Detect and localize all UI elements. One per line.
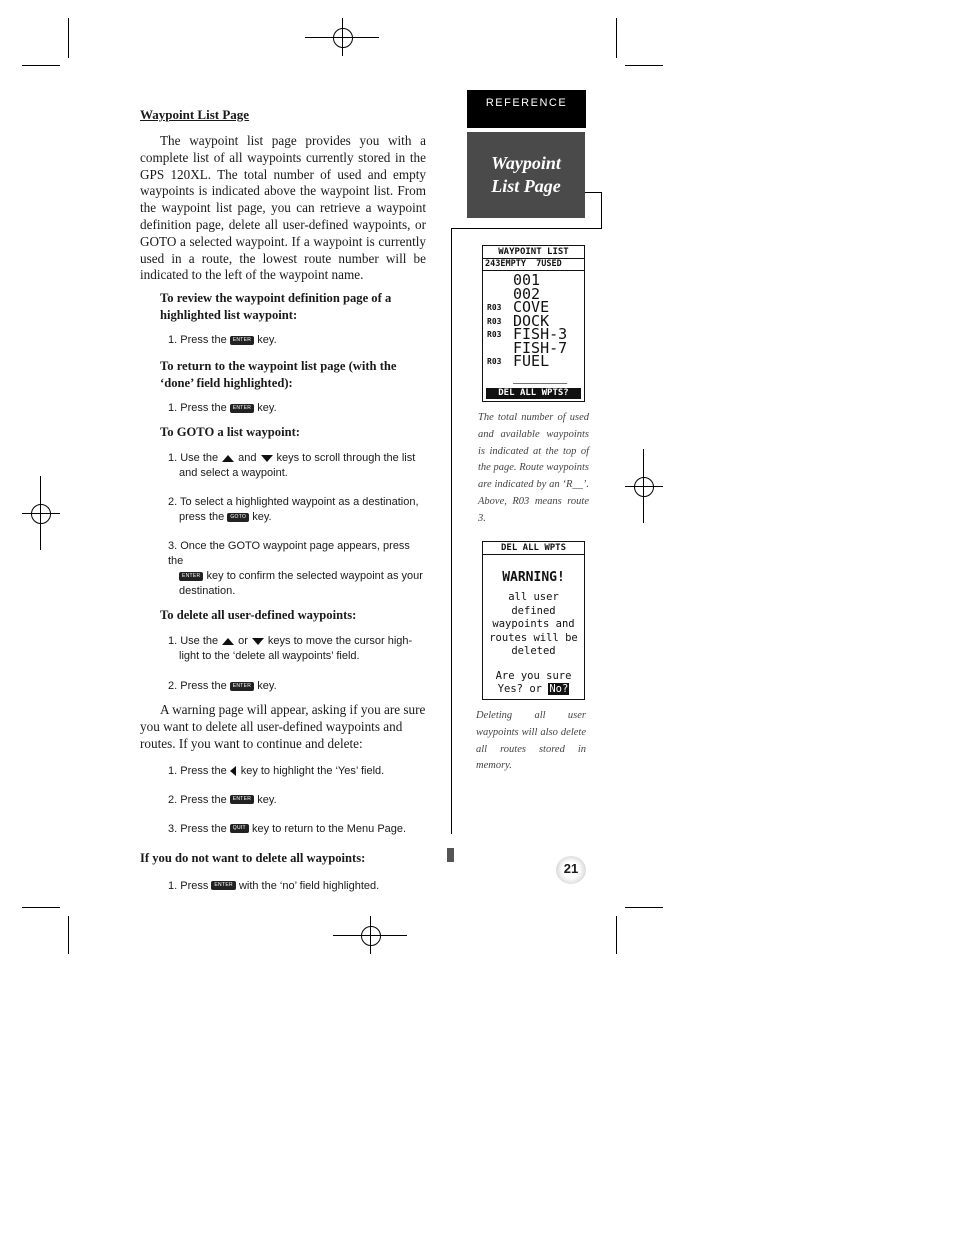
waypoint-name: DOCK — [513, 311, 550, 330]
no-option: No? — [549, 683, 569, 695]
screen-title: DEL ALL WPTS — [483, 542, 584, 555]
waypoint-counts: 243EMPTY 7USED — [483, 259, 584, 271]
crop-mark — [625, 907, 663, 908]
yes-option: Yes? or — [497, 683, 542, 695]
waypoint-row — [483, 365, 584, 384]
section-heading: Waypoint List Page — [140, 107, 250, 122]
warning-message-line: deleted — [511, 645, 556, 657]
step-text: press the — [179, 511, 225, 524]
delete-step-2 — [168, 679, 426, 694]
step-text: 1. Press — [168, 879, 209, 892]
enter-key-icon: ENTER — [211, 881, 235, 890]
up-arrow-key-icon — [222, 638, 234, 645]
step-text: key. — [257, 402, 277, 415]
warning-message-line: routes will be — [489, 631, 578, 644]
caption-2: Deleting all user waypoints will also delete all routes stored in memory. — [476, 710, 586, 772]
crop-mark — [616, 18, 617, 58]
registration-mark-icon — [333, 28, 353, 48]
crop-mark — [625, 65, 663, 66]
waypoint-rows — [483, 271, 584, 384]
step-text: 1. Press the — [168, 764, 227, 777]
continue-step-2 — [168, 793, 426, 808]
waypoint-list-screen — [482, 245, 585, 402]
registration-mark-icon — [361, 926, 381, 946]
registration-line — [625, 486, 663, 487]
margin-marker — [447, 848, 454, 862]
divider — [601, 192, 602, 229]
warning-message — [483, 591, 584, 659]
step-text: light to the ‘delete all waypoints’ field. — [179, 650, 360, 663]
warning-text: WARNING! — [502, 570, 565, 585]
intro-paragraph: The waypoint list page provides you with a complete list of all waypoints currently stored in the GPS 120XL. The total number of used and empty waypoints is indicated above the waypoint list. From the waypoint list page, you can retrieve a waypoint definition page, delete all user-defined waypoints, or GOTO a selected waypoint. If a waypoint is currently used in a route, the lowest route number will be indicated to the left of the waypoint name. — [140, 133, 426, 283]
waypoint-name: COVE — [513, 298, 550, 316]
confirm-options — [483, 683, 584, 697]
down-arrow-key-icon — [261, 455, 273, 462]
route-tag: R03 — [487, 303, 502, 312]
step-text: key to highlight the ‘Yes’ field. — [240, 764, 385, 777]
step-text: key. — [257, 793, 277, 806]
enter-key-icon: ENTER — [230, 682, 254, 691]
main-column — [140, 107, 426, 894]
quit-key-icon: QUIT — [230, 824, 249, 833]
waypoint-name: FUEL — [513, 352, 550, 370]
step-text: keys to move the cursor high- — [267, 635, 413, 648]
crop-mark — [22, 907, 60, 908]
enter-key-icon: ENTER — [179, 572, 203, 581]
step-text: key. — [257, 334, 277, 347]
registration-line — [643, 449, 644, 523]
route-tag: R03 — [487, 330, 502, 339]
step-text: 1. Use the — [168, 452, 219, 465]
continue-step-3 — [168, 822, 426, 837]
registration-line — [22, 513, 60, 514]
warning-message-line: all user defined — [508, 591, 559, 617]
waypoint-name: FISH-3 — [513, 325, 568, 343]
crop-mark — [616, 916, 617, 954]
return-heading: To return to the waypoint list page (with the ‘done’ field highlighted): — [160, 359, 397, 391]
crop-mark — [68, 916, 69, 954]
step-text: 1. Use the — [168, 635, 219, 648]
reference-tab: REFERENCE — [467, 90, 586, 128]
return-step-1 — [168, 401, 426, 416]
page-number: 21 — [556, 856, 586, 884]
enter-key-icon: ENTER — [230, 336, 254, 345]
waypoint-name: FISH-7 — [513, 338, 568, 357]
left-arrow-key-icon — [230, 766, 236, 776]
screen-title: WAYPOINT LIST — [483, 246, 584, 259]
enter-key-icon: ENTER — [230, 404, 254, 413]
goto-key-icon: GOTO — [227, 513, 249, 522]
delete-step-1 — [168, 634, 426, 664]
registration-line — [342, 18, 343, 56]
delete-warning-screen — [482, 541, 585, 700]
delete-all-field: DEL ALL WPTS? — [486, 388, 581, 399]
step-text: key. — [252, 511, 272, 524]
up-arrow-key-icon — [222, 455, 234, 462]
divider — [585, 192, 602, 193]
goto-heading: To GOTO a list waypoint: — [160, 425, 300, 440]
goto-step-3 — [168, 539, 426, 599]
crop-mark — [68, 18, 69, 58]
step-text: destination. — [179, 585, 236, 598]
step-text: keys to scroll through the list — [276, 452, 416, 465]
step-text: key to return to the Menu Page. — [251, 822, 407, 835]
waypoint-name: 002 — [513, 284, 541, 303]
caption-1: The total number of used and available waypoints is indicated at the top of the page. Route waypoints are indicated by an ‘R__’. Above, R03 means route 3. — [478, 412, 589, 524]
waypoint-name: ______ — [513, 365, 568, 384]
step-text: 2. Press the — [168, 793, 227, 806]
step-text: with the ‘no’ field highlighted. — [238, 879, 380, 892]
review-step-1 — [168, 333, 426, 348]
divider — [451, 228, 452, 834]
no-delete-heading: If you do not want to delete all waypoints: — [140, 850, 366, 865]
registration-line — [370, 916, 371, 954]
step-text: 1. Press the — [168, 402, 227, 415]
warning-message-line: waypoints and — [492, 618, 575, 630]
registration-line — [40, 476, 41, 550]
down-arrow-key-icon — [252, 638, 264, 645]
route-tag: R03 — [487, 357, 502, 366]
sidebar-title-box — [467, 132, 585, 218]
step-text: 2. To select a highlighted waypoint as a destination, — [168, 496, 419, 509]
step-text: and — [238, 452, 257, 465]
step-text: 3. Press the — [168, 822, 227, 835]
waypoint-name: 001 — [513, 271, 541, 289]
continue-step-1 — [168, 764, 426, 779]
review-heading: To review the waypoint definition page of a highlighted list waypoint: — [160, 291, 392, 323]
registration-mark-icon — [634, 477, 654, 497]
delete-heading: To delete all user-defined waypoints: — [160, 608, 357, 623]
goto-step-2 — [168, 495, 426, 525]
divider — [451, 228, 602, 229]
crop-mark — [22, 65, 60, 66]
step-text: 3. Once the GOTO waypoint page appears, press the — [168, 540, 410, 568]
route-tag: R03 — [487, 316, 502, 326]
enter-key-icon: ENTER — [230, 795, 254, 804]
warning-paragraph: A warning page will appear, asking if you are sure you want to delete all user-defined waypoints and routes. If you want to continue and delete: — [140, 702, 426, 751]
step-text: 1. Press the — [168, 334, 227, 347]
step-text: and select a waypoint. — [179, 467, 288, 480]
confirm-question: Are you sure — [495, 669, 572, 682]
registration-mark-icon — [31, 504, 51, 524]
step-text: key. — [257, 680, 277, 693]
sidebar-title: Waypoint List Page — [491, 153, 561, 196]
step-text: 2. Press the — [168, 680, 227, 693]
no-delete-step-1 — [168, 879, 426, 894]
goto-step-1 — [168, 451, 426, 481]
step-text: or — [238, 635, 248, 648]
step-text: key to confirm the selected waypoint as your — [206, 570, 423, 583]
